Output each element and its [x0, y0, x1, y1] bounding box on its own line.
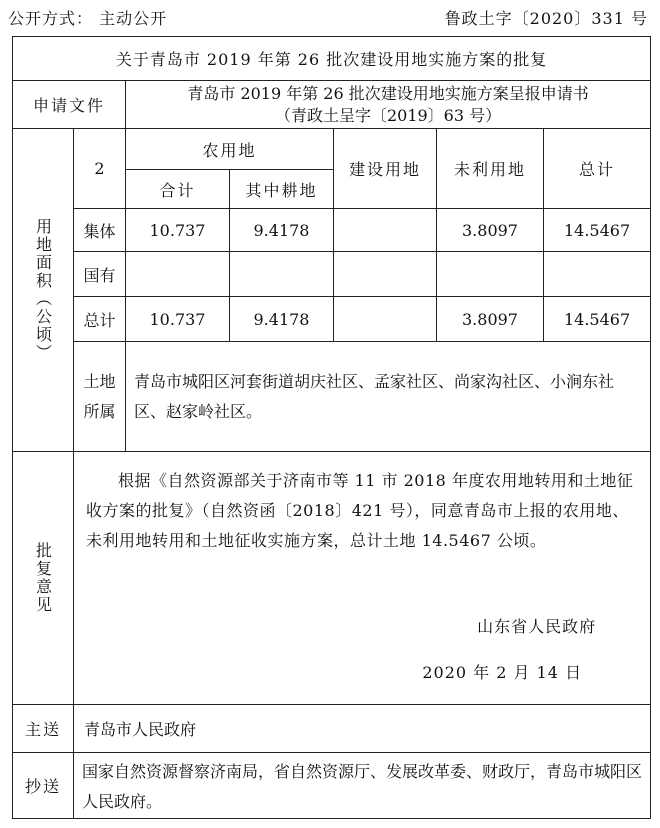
approval-table — [12, 36, 651, 819]
send-to-value: 青岛市人民政府 — [74, 705, 651, 753]
cell-total — [544, 252, 651, 297]
cell-cultivated: 9.4178 — [230, 297, 334, 342]
cell-cultivated: 9.4178 — [230, 209, 334, 252]
land-area-label-cell — [13, 129, 74, 452]
opinion-label: 批复意见 — [33, 542, 53, 614]
cell-subtotal: 10.737 — [126, 297, 230, 342]
table-row — [13, 209, 651, 252]
document-number: 鲁政土字〔2020〕331 号 — [444, 9, 648, 28]
ownership-label — [74, 342, 126, 452]
disclosure-method: 公开方式： 主动公开 — [8, 9, 168, 28]
land-area-label: 用地面积（公顷） — [33, 218, 53, 362]
cell-total: 14.5467 — [544, 209, 651, 252]
cell-construction — [334, 209, 437, 252]
opinion-label-cell — [13, 452, 74, 705]
application-line-1: 青岛市 2019 年第 26 批次建设用地实施方案呈报申请书 — [187, 83, 589, 103]
total-header: 总计 — [544, 129, 651, 209]
cell-unused — [437, 252, 544, 297]
send-to-label: 主送 — [13, 705, 74, 753]
cell-unused: 3.8097 — [437, 297, 544, 342]
copy-to-label: 抄送 — [13, 753, 74, 819]
copy-to-value: 国家自然资源督察济南局，省自然资源厅、发展改革委、财政厅，青岛市城阳区人民政府。 — [74, 753, 651, 819]
table-row — [13, 252, 651, 297]
cell-subtotal: 10.737 — [126, 209, 230, 252]
opinion-content — [74, 452, 651, 705]
cultivated-header: 其中耕地 — [230, 170, 334, 209]
application-label: 申请文件 — [13, 81, 126, 129]
farmland-header: 农用地 — [126, 129, 334, 170]
subtotal-header: 合计 — [126, 170, 230, 209]
opinion-text: 根据《自然资源部关于济南市等 11 市 2018 年度农用地转用和土地征收方案的批复》（自然资函〔2018〕421 号），同意青岛市上报的农用地、未利用地转用和土地征收实施方案，总计土地 14.5467 公顷。 — [86, 471, 634, 550]
row-label-collective: 集体 — [74, 209, 126, 252]
table-corner-number: 2 — [74, 129, 126, 209]
document-title: 关于青岛市 2019 年第 26 批次建设用地实施方案的批复 — [13, 37, 651, 81]
row-label-total: 总计 — [74, 297, 126, 342]
cell-unused: 3.8097 — [437, 209, 544, 252]
cell-construction — [334, 297, 437, 342]
application-document — [126, 81, 651, 129]
application-line-2: （青政土呈字〔2019〕63 号） — [274, 105, 502, 125]
issue-date: 2020 年 2 月 14 日 — [422, 663, 583, 682]
row-label-state-owned: 国有 — [74, 252, 126, 297]
ownership-label-line-1: 土地 — [83, 371, 116, 391]
construction-land-header: 建设用地 — [334, 129, 437, 209]
unused-land-header: 未利用地 — [437, 129, 544, 209]
issuer: 山东省人民政府 — [477, 617, 597, 636]
ownership-label-line-2: 所属 — [83, 401, 116, 421]
cell-subtotal — [126, 252, 230, 297]
cell-construction — [334, 252, 437, 297]
cell-total: 14.5467 — [544, 297, 651, 342]
cell-cultivated — [230, 252, 334, 297]
table-row — [13, 297, 651, 342]
ownership-value: 青岛市城阳区河套街道胡庆社区、孟家社区、尚家沟社区、小涧东社区、赵家岭社区。 — [126, 342, 651, 452]
